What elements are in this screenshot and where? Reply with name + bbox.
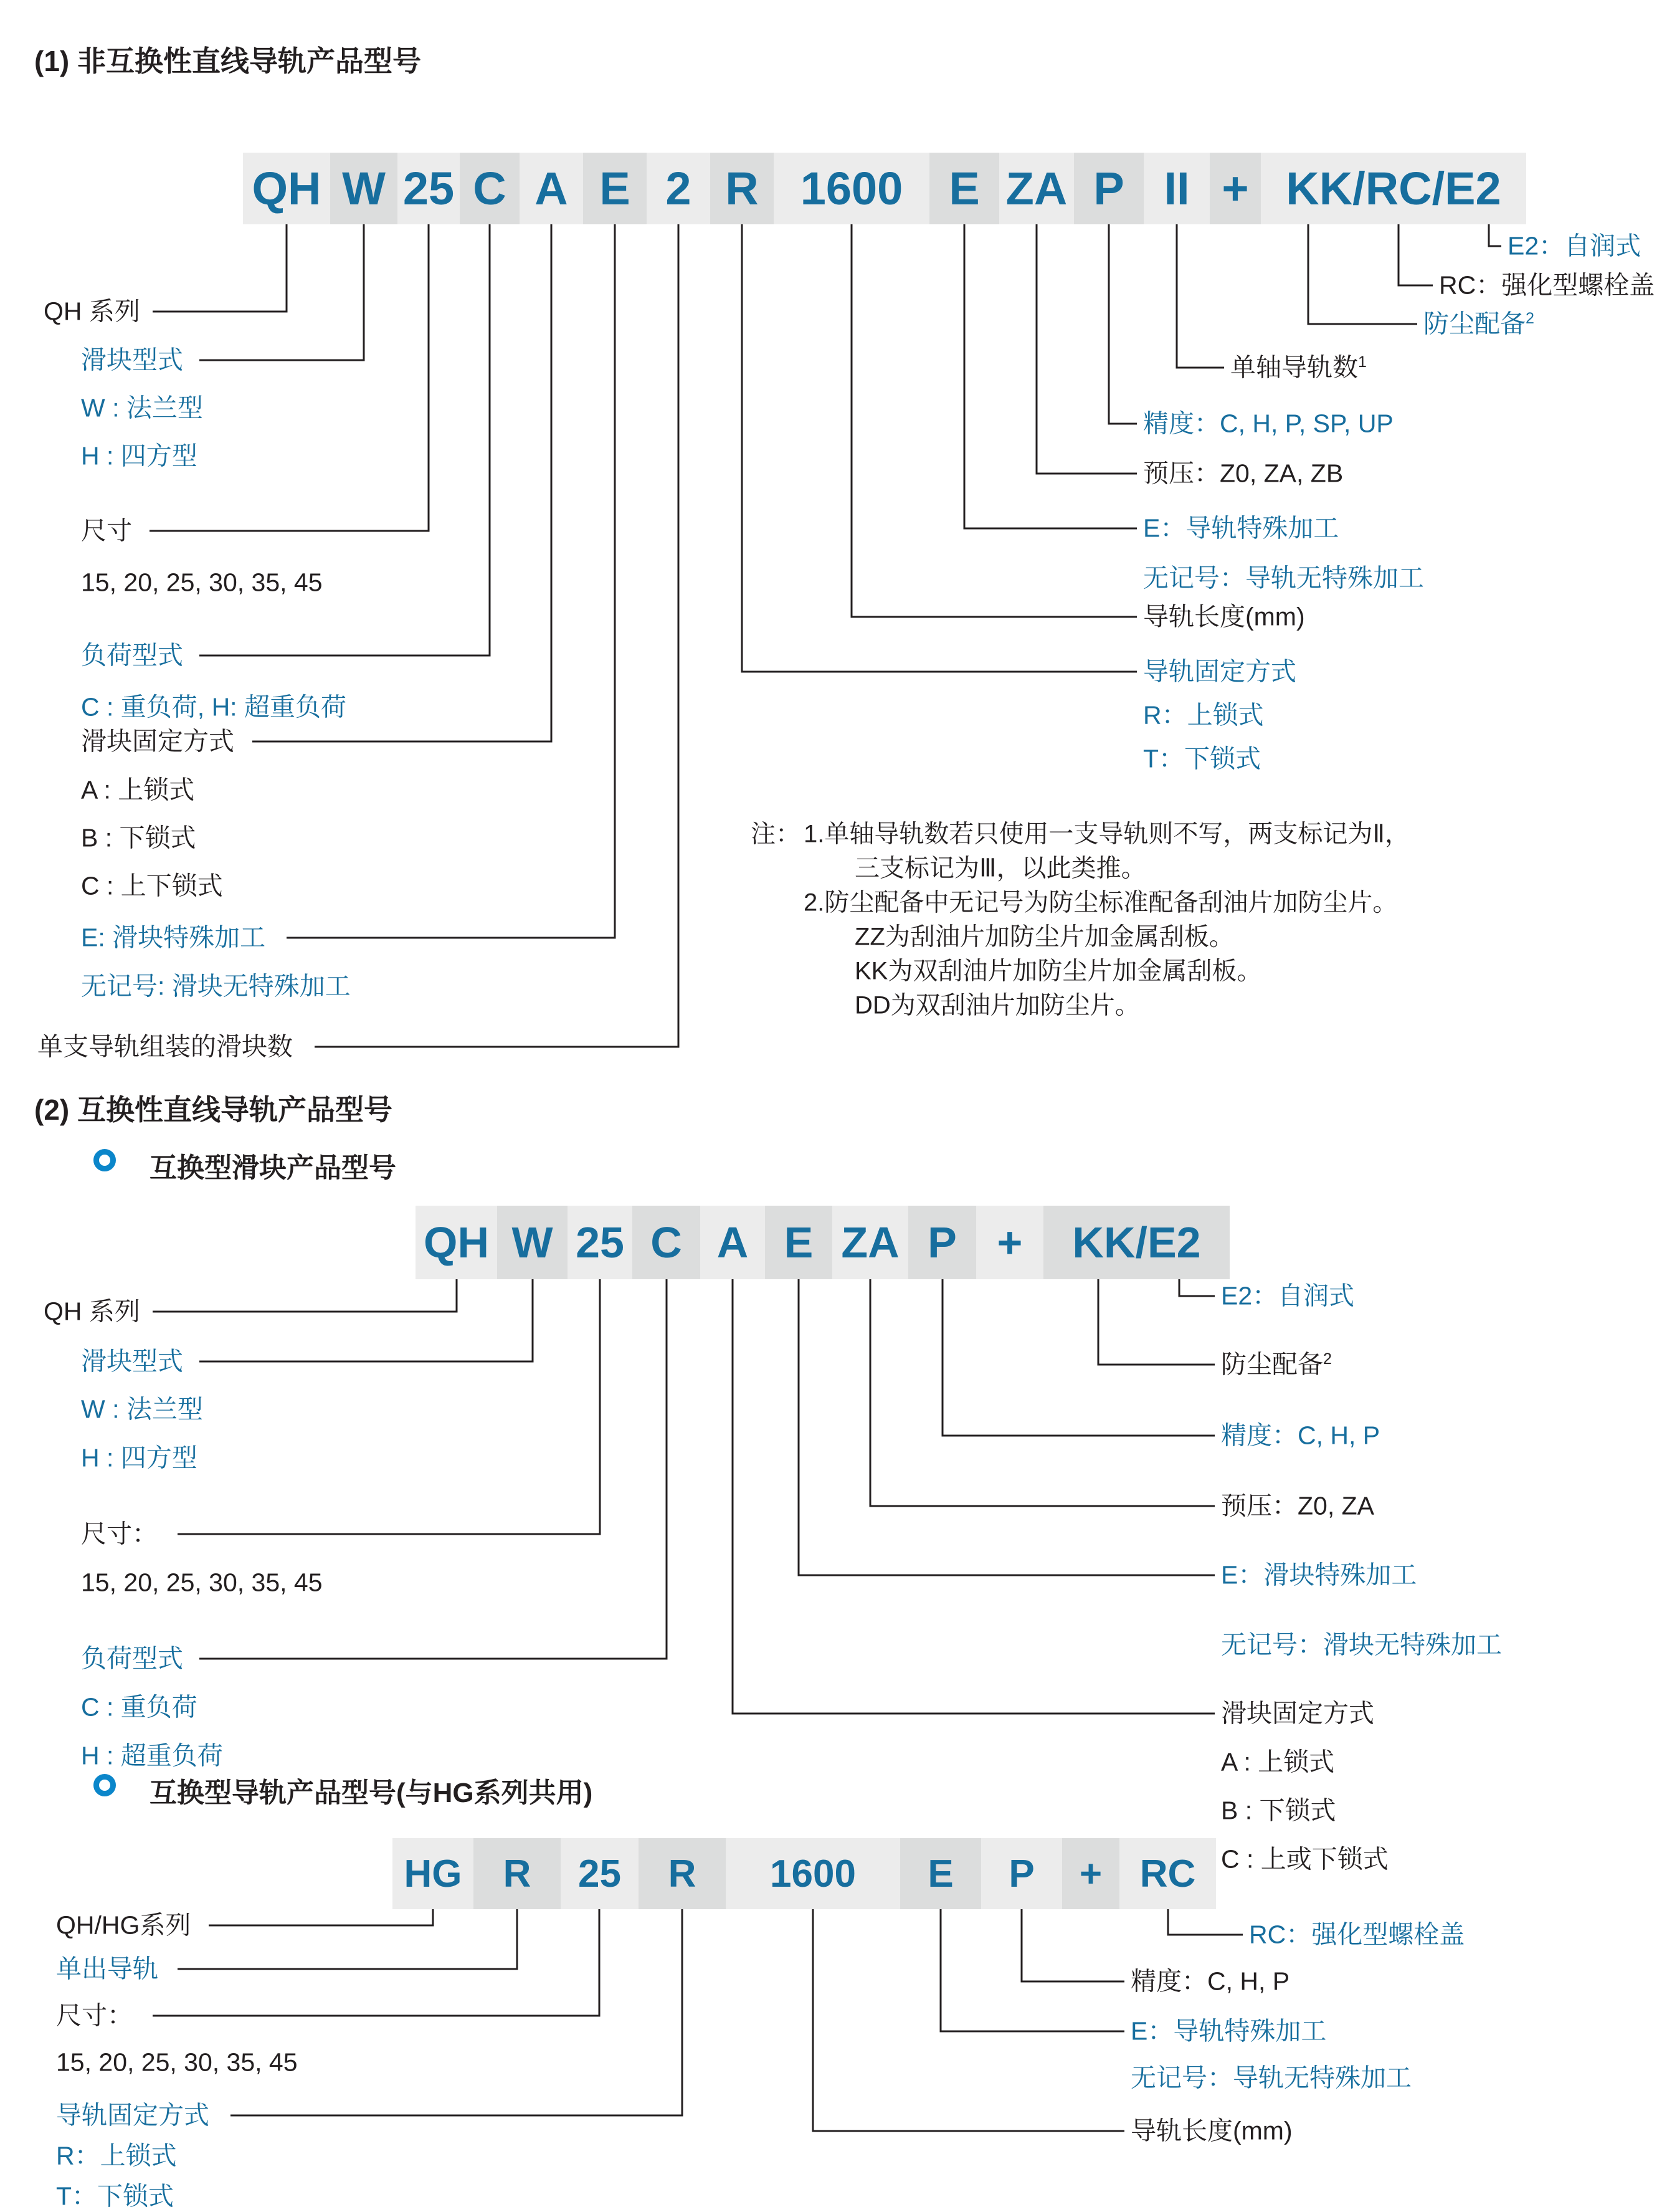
model-segment: A: [520, 153, 583, 224]
model-code-row-2: [416, 1206, 1230, 1279]
model-segment: A: [700, 1206, 765, 1279]
s2-label-e2: E2：自润式: [1221, 1281, 1355, 1310]
s3-label-single-rail: 单出导轨: [56, 1954, 158, 1983]
s1-label-rail-fix-r: R：上锁式: [1143, 700, 1264, 730]
model-segment: W: [497, 1206, 568, 1279]
connector-line: [852, 224, 1137, 617]
s3-label-precision: 精度：C, H, P: [1131, 1966, 1290, 1996]
s1-dustproof-sup: 2: [1526, 309, 1534, 327]
model-segment: 25: [561, 1838, 639, 1909]
model-segment: QH: [416, 1206, 497, 1279]
s1-label-slider-special: E: 滑块特殊加工: [81, 923, 266, 952]
s3-label-rail-length: 导轨长度(mm): [1131, 2116, 1293, 2145]
model-segment: II: [1144, 153, 1210, 224]
connector-line: [199, 1279, 533, 1361]
model-segment: 25: [397, 153, 460, 224]
model-code-row-3: [392, 1838, 1216, 1909]
model-segment: R: [710, 153, 774, 224]
s1-label-load-values: C : 重负荷, H: 超重负荷: [81, 692, 346, 722]
s2-label-slider-type-w: W : 法兰型: [81, 1394, 203, 1424]
s3-label-rail-no-special: 无记号：导轨无特殊加工: [1131, 2063, 1412, 2092]
s1-label-size-values: 15, 20, 25, 30, 35, 45: [81, 568, 323, 597]
s1-rails-sup: 1: [1358, 353, 1367, 371]
connector-line: [150, 224, 429, 531]
connector-line: [943, 1279, 1215, 1436]
connector-line: [964, 224, 1137, 528]
s1-label-rails-per-axis: 单轴导轨数$^1$: [1230, 353, 1367, 382]
s2-label-precision: 精度：C, H, P: [1221, 1421, 1380, 1450]
connector-line: [799, 1279, 1215, 1575]
model-segment: C: [632, 1206, 700, 1279]
s2-label-size-title: 尺寸：: [81, 1519, 158, 1548]
connector-line: [870, 1279, 1215, 1506]
s1-label-slider-type: 滑块型式: [81, 345, 183, 374]
connector-line: [742, 224, 1137, 672]
model-segment: E: [929, 153, 999, 224]
connector-line: [230, 1909, 682, 2115]
connector-line: [209, 1909, 433, 1925]
notes-prefix: 注：: [751, 820, 800, 848]
model-segment: +: [1062, 1838, 1119, 1909]
s1-label-fix-a: A : 上锁式: [81, 775, 195, 804]
s1-label-rail-special: E：导轨特殊加工: [1143, 513, 1339, 543]
s1-label-load-title: 负荷型式: [81, 641, 183, 670]
section1-title: (1) 非互换性直线导轨产品型号: [34, 45, 421, 77]
model-segment: 2: [647, 153, 710, 224]
connector-line: [813, 1909, 1124, 2131]
model-segment: +: [976, 1206, 1043, 1279]
connector-line: [153, 224, 287, 312]
s1-label-rail-length: 导轨长度(mm): [1143, 602, 1305, 631]
model-segment: KK/RC/E2: [1261, 153, 1526, 224]
model-segment: QH: [243, 153, 330, 224]
s1-label-slider-type-h: H : 四方型: [81, 441, 197, 470]
circle-bullet-icon: [93, 1149, 116, 1171]
s1-label-rail-fix-t: T：下锁式: [1143, 744, 1261, 773]
model-code-row-1: [243, 153, 1526, 224]
model-segment: 25: [568, 1206, 632, 1279]
s1-label-rail-fix-title: 导轨固定方式: [1143, 657, 1296, 686]
connector-line: [733, 1279, 1215, 1714]
s2-dustproof-sup: 2: [1323, 1350, 1332, 1368]
s1-label-slider-type-w: W : 法兰型: [81, 393, 203, 422]
s1-label-precision: 精度：C, H, P, SP, UP: [1143, 409, 1394, 438]
connector-line: [178, 1909, 517, 1969]
s1-label-series: QH 系列: [44, 297, 140, 326]
model-segment: HG: [392, 1838, 473, 1909]
note-2-line-1: 2.防尘配备中无记号为防尘标准配备刮油片加防尘片。: [804, 889, 1398, 917]
connector-line: [1489, 224, 1501, 246]
note-1-line-1: 1.单轴导轨数若只使用一支导轨则不写，两支标记为Ⅱ，: [804, 820, 1410, 848]
s1-label-size-title: 尺寸: [81, 516, 132, 545]
s1-label-fix-c: C : 上下锁式: [81, 871, 223, 900]
note-2-line-3: KK为双刮油片加防尘片加金属刮板。: [855, 957, 1262, 985]
model-segment: W: [330, 153, 397, 224]
s2-label-fix-title: 滑块固定方式: [1221, 1699, 1374, 1728]
s1-label-dustproof: 防尘配备$^2$: [1423, 309, 1534, 338]
note-1-line-2: 三支标记为Ⅲ，以此类推。: [855, 854, 1146, 882]
s1-label-sliders-per-rail: 单支导轨组装的滑块数: [37, 1032, 293, 1061]
model-segment: E: [583, 153, 647, 224]
connector-line: [1098, 1279, 1215, 1365]
model-segment: ZA: [999, 153, 1074, 224]
s3-label-rail-fix-t: T：下锁式: [56, 2181, 174, 2211]
s1-label-fix-b: B : 下锁式: [81, 823, 196, 852]
connector-line: [1179, 1279, 1215, 1296]
model-segment: RC: [1119, 1838, 1216, 1909]
connector-line: [252, 224, 551, 741]
s2-label-slider-no-special: 无记号：滑块无特殊加工: [1221, 1630, 1502, 1659]
connector-line: [1168, 1909, 1243, 1935]
connector-line: [315, 224, 678, 1047]
connector-line: [153, 1909, 599, 2016]
s3-label-rail-special: E：导轨特殊加工: [1131, 2016, 1327, 2046]
model-segment: ZA: [832, 1206, 908, 1279]
s2-label-fix-a: A : 上锁式: [1221, 1747, 1335, 1776]
s1-label-e2: E2：自润式: [1508, 231, 1641, 260]
model-segment: C: [460, 153, 520, 224]
connector-line: [1037, 224, 1137, 474]
s1-label-rail-no-special: 无记号：导轨无特殊加工: [1143, 563, 1424, 593]
section2-title: (2) 互换性直线导轨产品型号: [34, 1094, 392, 1126]
model-segment: P: [908, 1206, 976, 1279]
s2-label-size-values: 15, 20, 25, 30, 35, 45: [81, 1568, 323, 1597]
s2-label-slider-type-h: H : 四方型: [81, 1443, 197, 1472]
model-segment: 1600: [774, 153, 929, 224]
connector-line: [941, 1909, 1124, 2031]
model-segment: E: [765, 1206, 832, 1279]
s2-label-load-h: H : 超重负荷: [81, 1741, 223, 1770]
connector-line: [199, 1279, 667, 1659]
s1-label-preload: 预压：Z0, ZA, ZB: [1143, 459, 1344, 488]
s2-label-load-title: 负荷型式: [81, 1644, 183, 1673]
s3-label-size-title: 尺寸：: [56, 2001, 133, 2030]
model-segment: R: [639, 1838, 726, 1909]
s3-label-rail-fix-title: 导轨固定方式: [56, 2100, 209, 2130]
connector-line: [178, 1279, 600, 1534]
s2-label-series: QH 系列: [44, 1297, 140, 1326]
s3-label-size-values: 15, 20, 25, 30, 35, 45: [56, 2048, 298, 2077]
connector-line: [1022, 1909, 1124, 1981]
note-2-line-2: ZZ为刮油片加防尘片加金属刮板。: [855, 923, 1234, 951]
s1-label-slider-no-special: 无记号: 滑块无特殊加工: [81, 971, 351, 1001]
model-segment: E: [900, 1838, 981, 1909]
model-segment: 1600: [726, 1838, 900, 1909]
connector-line: [199, 224, 364, 360]
s3-label-series: QH/HG系列: [56, 1910, 191, 1940]
section3-subtitle: 互换型导轨产品型号(与HG系列共用): [150, 1778, 593, 1808]
s2-label-slider-special: E：滑块特殊加工: [1221, 1560, 1417, 1590]
model-segment: KK/E2: [1043, 1206, 1230, 1279]
s1-label-rc: RC：强化型螺栓盖: [1439, 270, 1655, 300]
s2-label-load-c: C : 重负荷: [81, 1692, 197, 1722]
s2-label-slider-type: 滑块型式: [81, 1347, 183, 1376]
s1-label-fix-title: 滑块固定方式: [81, 727, 234, 756]
model-segment: R: [473, 1838, 561, 1909]
connector-line: [1109, 224, 1137, 424]
model-segment: +: [1210, 153, 1261, 224]
s2-label-fix-b: B : 下锁式: [1221, 1796, 1336, 1825]
model-segment: P: [1074, 153, 1144, 224]
s2-label-fix-c: C : 上或下锁式: [1221, 1844, 1389, 1874]
s2-label-preload: 预压：Z0, ZA: [1221, 1491, 1375, 1520]
circle-bullet-icon: [93, 1774, 116, 1796]
s2-label-dustproof: 防尘配备$^2$: [1221, 1350, 1332, 1379]
connector-line: [1308, 224, 1417, 324]
connector-line: [1399, 224, 1433, 285]
s3-label-rc: RC：强化型螺栓盖: [1249, 1920, 1465, 1949]
connector-line: [1177, 224, 1224, 368]
connector-line: [287, 224, 615, 938]
note-2-line-4: DD为双刮油片加防尘片。: [855, 991, 1140, 1019]
connector-line: [153, 1279, 457, 1312]
section2-subtitle: 互换型滑块产品型号: [150, 1153, 396, 1183]
s3-label-rail-fix-r: R：上锁式: [56, 2141, 177, 2170]
model-segment: P: [981, 1838, 1062, 1909]
